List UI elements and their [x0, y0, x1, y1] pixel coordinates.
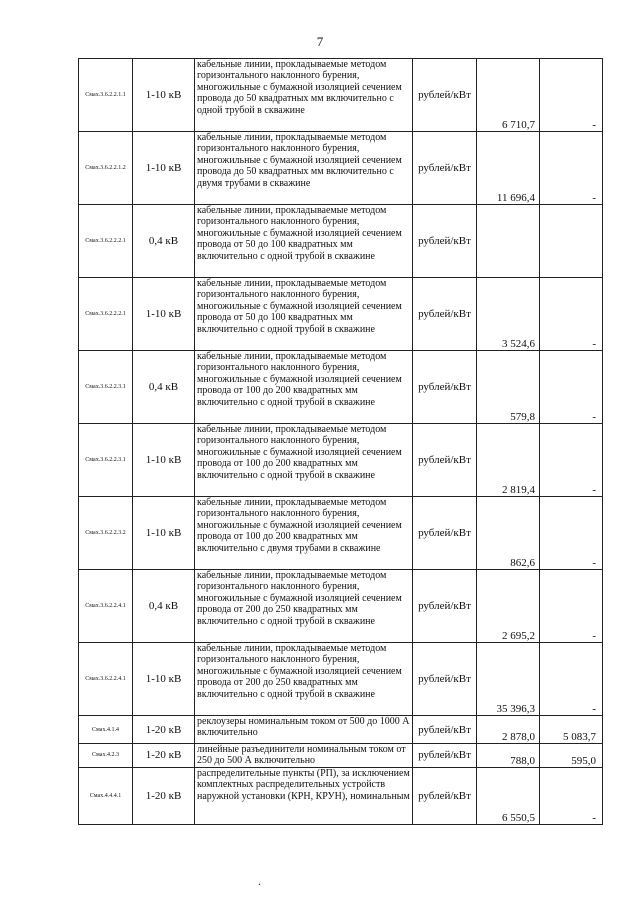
- row-value-1: 2 695,2: [477, 570, 540, 643]
- row-value-1: 35 396,3: [477, 643, 540, 716]
- row-voltage: 1-10 кВ: [133, 132, 195, 205]
- row-code: Смах.4.2.3: [79, 744, 133, 768]
- table-row: [79, 132, 603, 205]
- row-unit: рублей/кВт: [413, 570, 477, 643]
- row-description: кабельные линии, прокладываемые методом горизонтального наклонного бурения, многожильные с бумажной изоляцией сечением провода от 100 до 200 квадратных мм включительно с двумя трубами в скважине: [195, 497, 413, 570]
- row-value-1: 2 819,4: [477, 424, 540, 497]
- row-code: Смах.4.4.4.1: [79, 767, 133, 824]
- tariff-table: [78, 58, 603, 825]
- table-row: [79, 643, 603, 716]
- row-code: Смах.3.6.2.2.2.1: [79, 205, 133, 278]
- row-description: кабельные линии, прокладываемые методом горизонтального наклонного бурения, многожильные с бумажной изоляцией сечением провода от 100 до 200 квадратных мм включительно с одной трубой в скважине: [195, 424, 413, 497]
- row-voltage: 1-10 кВ: [133, 424, 195, 497]
- table-row: [79, 59, 603, 132]
- row-unit: рублей/кВт: [413, 351, 477, 424]
- row-value-2: [540, 205, 603, 278]
- row-voltage: 1-10 кВ: [133, 643, 195, 716]
- row-value-2: -: [540, 132, 603, 205]
- row-unit: рублей/кВт: [413, 59, 477, 132]
- table-row: [79, 424, 603, 497]
- table-row: [79, 570, 603, 643]
- row-unit: рублей/кВт: [413, 497, 477, 570]
- row-unit: рублей/кВт: [413, 744, 477, 768]
- row-code: Смах.3.6.2.2.3.1: [79, 351, 133, 424]
- row-voltage: 0,4 кВ: [133, 570, 195, 643]
- row-description: кабельные линии, прокладываемые методом горизонтального наклонного бурения, многожильные с бумажной изоляцией сечением провода до 50 квадратных мм включительно с одной трубой в скважине: [195, 59, 413, 132]
- row-value-2: -: [540, 497, 603, 570]
- row-description: линейные разъединители номинальным током от 250 до 500 А включительно: [195, 744, 413, 768]
- row-value-1: 2 878,0: [477, 716, 540, 744]
- row-description: реклоузеры номинальным током от 500 до 1000 А включительно: [195, 716, 413, 744]
- row-value-1: 579,8: [477, 351, 540, 424]
- row-description: распределительные пункты (РП), за исключением комплектных распределительных устройств наружной установки (КРН, КРУН), номинальным: [195, 767, 413, 824]
- row-voltage: 0,4 кВ: [133, 351, 195, 424]
- page-number: 7: [316, 34, 324, 49]
- row-value-2: 595,0: [540, 744, 603, 768]
- row-value-2: -: [540, 278, 603, 351]
- row-unit: рублей/кВт: [413, 716, 477, 744]
- row-value-2: -: [540, 643, 603, 716]
- row-code: Смах.3.6.2.2.4.1: [79, 643, 133, 716]
- row-value-1: [477, 205, 540, 278]
- row-unit: рублей/кВт: [413, 205, 477, 278]
- row-value-2: -: [540, 424, 603, 497]
- row-code: Смах.3.6.2.2.1.1: [79, 59, 133, 132]
- row-voltage: 1-20 кВ: [133, 767, 195, 824]
- row-code: Смах.3.6.2.2.4.1: [79, 570, 133, 643]
- row-description: кабельные линии, прокладываемые методом горизонтального наклонного бурения, многожильные с бумажной изоляцией сечением провода от 50 до 100 квадратных мм включительно с одной трубой в скважине: [195, 278, 413, 351]
- row-value-1: 3 524,6: [477, 278, 540, 351]
- row-voltage: 1-10 кВ: [133, 278, 195, 351]
- row-code: Смах.3.6.2.2.1.2: [79, 132, 133, 205]
- row-code: Смах.3.6.2.2.3.1: [79, 424, 133, 497]
- table-row: [79, 767, 603, 824]
- row-code: Смах.3.6.2.2.3.2: [79, 497, 133, 570]
- row-value-1: 11 696,4: [477, 132, 540, 205]
- row-value-2: -: [540, 570, 603, 643]
- table-row: [79, 278, 603, 351]
- table-row: [79, 497, 603, 570]
- row-description: кабельные линии, прокладываемые методом горизонтального наклонного бурения, многожильные с бумажной изоляцией сечением провода от 50 до 100 квадратных мм включительно с одной трубой в скважине: [195, 205, 413, 278]
- table-row: [79, 351, 603, 424]
- row-description: кабельные линии, прокладываемые методом горизонтального наклонного бурения, многожильные с бумажной изоляцией сечением провода до 50 квадратных мм включительно с двумя трубами в скважине: [195, 132, 413, 205]
- row-value-1: 788,0: [477, 744, 540, 768]
- row-value-2: -: [540, 767, 603, 824]
- row-voltage: 1-10 кВ: [133, 59, 195, 132]
- row-description: кабельные линии, прокладываемые методом горизонтального наклонного бурения, многожильные с бумажной изоляцией сечением провода от 200 до 250 квадратных мм включительно с одной трубой в скважине: [195, 643, 413, 716]
- table-row: [79, 716, 603, 744]
- table-row: [79, 205, 603, 278]
- row-code: Смах.3.6.2.2.2.1: [79, 278, 133, 351]
- row-code: Смах.4.1.4: [79, 716, 133, 744]
- row-value-2: -: [540, 59, 603, 132]
- row-voltage: 1-20 кВ: [133, 716, 195, 744]
- row-unit: рублей/кВт: [413, 767, 477, 824]
- row-value-2: -: [540, 351, 603, 424]
- table-row: [79, 744, 603, 768]
- row-value-1: 6 710,7: [477, 59, 540, 132]
- row-voltage: 1-20 кВ: [133, 744, 195, 768]
- footer-mark: .: [258, 874, 261, 888]
- row-description: кабельные линии, прокладываемые методом горизонтального наклонного бурения, многожильные с бумажной изоляцией сечением провода от 100 до 200 квадратных мм включительно с одной трубой в скважине: [195, 351, 413, 424]
- row-unit: рублей/кВт: [413, 424, 477, 497]
- row-value-2: 5 083,7: [540, 716, 603, 744]
- row-voltage: 1-10 кВ: [133, 497, 195, 570]
- row-value-1: 6 550,5: [477, 767, 540, 824]
- row-unit: рублей/кВт: [413, 132, 477, 205]
- row-voltage: 0,4 кВ: [133, 205, 195, 278]
- row-description: кабельные линии, прокладываемые методом горизонтального наклонного бурения, многожильные с бумажной изоляцией сечением провода от 200 до 250 квадратных мм включительно с одной трубой в скважине: [195, 570, 413, 643]
- row-unit: рублей/кВт: [413, 643, 477, 716]
- row-unit: рублей/кВт: [413, 278, 477, 351]
- row-value-1: 862,6: [477, 497, 540, 570]
